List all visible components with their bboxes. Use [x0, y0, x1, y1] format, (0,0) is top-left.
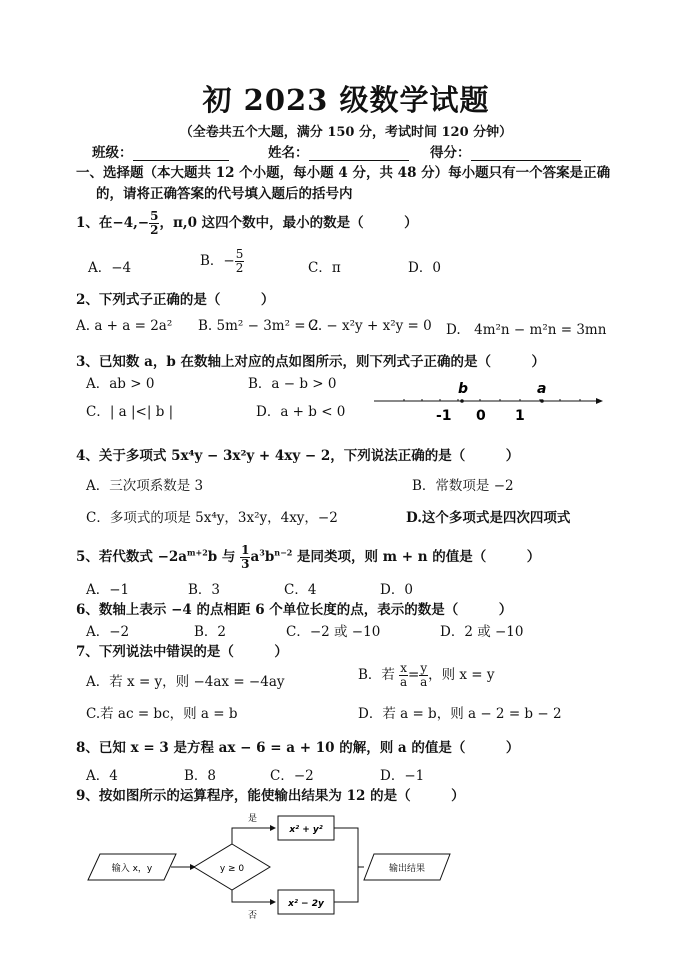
class-blank [133, 146, 229, 161]
q5-stem-e: 是同类项，则 m + n 的值是（ ） [292, 549, 541, 565]
q8-option-b[interactable]: B．8 [184, 768, 217, 784]
q3-option-a[interactable]: A．ab > 0 [86, 376, 155, 392]
class-label: 班级： [92, 145, 133, 161]
q1-option-b-num: 5 [235, 247, 244, 261]
q1-option-b-fraction [235, 248, 245, 275]
class-field [92, 141, 229, 161]
q1-option-c[interactable]: C．π [308, 260, 341, 276]
q2-option-b[interactable]: B. 5m² − 3m² = 2 [198, 318, 319, 334]
q1-stem-b: ，π,0 这四个数中，最小的数是（ ） [159, 215, 418, 231]
score-label: 得分： [430, 145, 471, 161]
q1-option-a[interactable]: A．−4 [88, 260, 132, 276]
name-label: 姓名： [268, 145, 309, 161]
q5-stem-a: 5、若代数式 −2a [76, 549, 188, 565]
q1-option-d[interactable]: D．0 [408, 260, 441, 276]
name-field [268, 141, 409, 161]
q6-option-c[interactable]: C．−2 或 −10 [286, 624, 381, 640]
q1-frac-den: 2 [150, 223, 159, 237]
q1-option-b[interactable] [200, 248, 244, 275]
point-b-label: b [458, 381, 469, 397]
q3-option-c[interactable]: C．| a |<| b | [86, 404, 174, 420]
flow-no-label: 否 [248, 911, 258, 921]
q5-fraction [240, 544, 250, 571]
tick-label-neg1: -1 [436, 408, 452, 424]
q3-option-d[interactable]: D．a + b < 0 [256, 404, 346, 420]
q1-frac-num: 5 [150, 209, 159, 223]
q1-option-b-den: 2 [235, 261, 244, 275]
q5-stem-d: b [264, 549, 275, 565]
point-b [460, 399, 464, 403]
q2-option-c[interactable]: C. − x²y + x²y = 0 [308, 318, 432, 334]
q7-frac2-num: y [420, 661, 428, 675]
q4-option-c[interactable]: C．多项式的项是 5x⁴y，3x²y，4xy，−2 [86, 510, 338, 526]
question-1 [76, 210, 418, 237]
q5-option-b[interactable]: B．3 [188, 582, 221, 598]
q2-option-a[interactable]: A. a + a = 2a² [76, 318, 173, 334]
question-6: 6、数轴上表示 −4 的点相距 6 个单位长度的点，表示的数是（ ） [76, 602, 513, 618]
point-a-label: a [537, 381, 547, 397]
q4-option-a[interactable]: A．三次项系数是 3 [86, 478, 204, 494]
exam-title: 初 2023 级数学试题 [202, 83, 490, 117]
question-3: 3、已知数 a，b 在数轴上对应的点如图所示，则下列式子正确的是（ ） [76, 354, 545, 370]
q8-option-d[interactable]: D．−1 [380, 768, 425, 784]
q6-option-a[interactable]: A．−2 [86, 624, 130, 640]
q5-frac-num: 1 [241, 543, 250, 557]
q7-option-a[interactable]: A．若 x = y，则 −4ax = −4ay [86, 674, 285, 690]
flow-box-top-label: x² + y² [289, 825, 323, 835]
score-blank [471, 146, 581, 161]
q7-option-b-frac1 [399, 662, 408, 689]
q7-equals: = [408, 667, 420, 683]
tick-label-1: 1 [515, 408, 525, 424]
point-a [540, 399, 544, 403]
flow-box-bottom-label: x² − 2y [288, 899, 324, 909]
tick-label-0: 0 [476, 408, 486, 424]
q7-option-b-frac2 [419, 662, 428, 689]
q7-frac2-den: a [420, 675, 428, 689]
flow-condition-label: y ≥ 0 [219, 864, 245, 874]
question-5 [76, 544, 540, 571]
q7-option-b-text: B．若 [358, 667, 395, 683]
q7-option-c[interactable]: C.若 ac = bc，则 a = b [86, 706, 238, 722]
q1-option-b-text: B．− [200, 253, 235, 269]
q5-sup3: n−2 [274, 547, 293, 558]
exam-subtitle: （全卷共五个大题，满分 150 分，考试时间 120 分钟） [179, 125, 513, 140]
number-line [370, 378, 606, 424]
q6-option-d[interactable]: D．2 或 −10 [440, 624, 524, 640]
question-4: 4、关于多项式 5x⁴y − 3x²y + 4xy − 2，下列说法正确的是（ ） [76, 448, 520, 464]
q7-option-b[interactable] [358, 662, 495, 689]
q8-option-c[interactable]: C．−2 [270, 768, 314, 784]
q5-stem-c: a [250, 549, 260, 565]
axis-arrow-icon [596, 398, 603, 404]
q1-fraction [149, 210, 159, 237]
q5-sup1: m+2 [187, 547, 208, 558]
score-field [430, 141, 581, 161]
q5-frac-den: 3 [241, 557, 250, 571]
q7-option-b-tail: ，则 x = y [428, 667, 495, 683]
q4-option-d[interactable]: D.这个多项式是四次四项式 [406, 510, 571, 526]
q2-option-d[interactable]: D. 4m²n − m²n = 3mn [446, 322, 607, 338]
q8-option-a[interactable]: A．4 [86, 768, 118, 784]
q5-stem-b: b 与 [207, 549, 241, 565]
q5-sup2: 3 [259, 547, 265, 558]
q3-option-b[interactable]: B．a − b > 0 [248, 376, 337, 392]
q5-option-c[interactable]: C．4 [284, 582, 317, 598]
name-blank [309, 146, 409, 161]
q4-option-b[interactable]: B．常数项是 −2 [412, 478, 514, 494]
q7-frac1-den: a [400, 675, 408, 689]
flow-output-label: 输出结果 [388, 864, 426, 874]
q5-option-a[interactable]: A．−1 [86, 582, 130, 598]
q7-frac1-num: x [400, 661, 407, 675]
flow-yes-label: 是 [248, 814, 258, 824]
flowchart [84, 808, 554, 924]
q6-option-b[interactable]: B．2 [194, 624, 227, 640]
question-7: 7、下列说法中错误的是（ ） [76, 644, 288, 660]
question-8: 8、已知 x = 3 是方程 ax − 6 = a + 10 的解，则 a 的值是（ ） [76, 740, 520, 756]
section-heading-line1: 一、选择题（本大题共 12 个小题，每小题 4 分，共 48 分）每小题只有一个答案是正确 [76, 165, 611, 181]
q5-option-d[interactable]: D．0 [380, 582, 413, 598]
q7-option-d[interactable]: D．若 a = b，则 a − 2 = b − 2 [358, 706, 562, 722]
question-2: 2、下列式子正确的是（ ） [76, 292, 275, 308]
q1-stem-a: 1、在−4,− [76, 215, 150, 231]
flow-input-label: 输入 x，y [111, 864, 153, 874]
section-heading-line2: 的，请将正确答案的代号填入题后的括号内 [96, 186, 353, 202]
question-9: 9、按如图所示的运算程序，能使输出结果为 12 的是（ ） [76, 788, 465, 804]
